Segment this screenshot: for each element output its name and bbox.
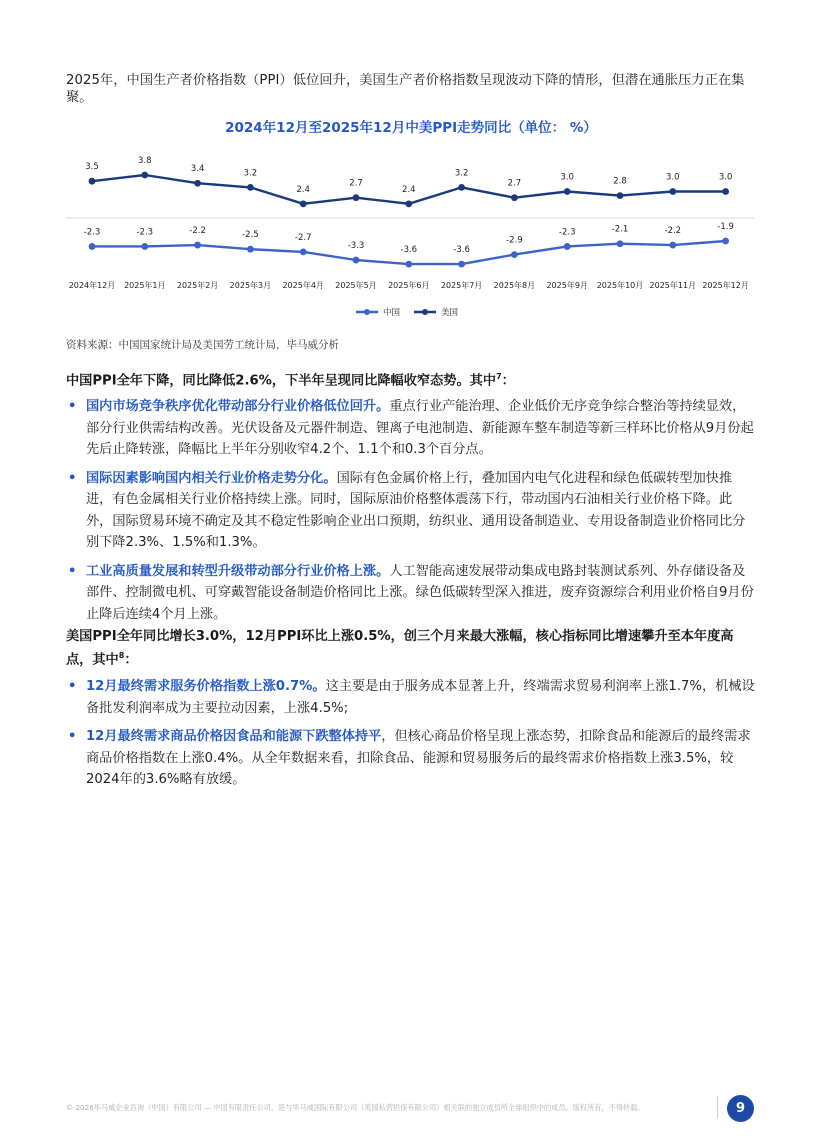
data-label: -2.7: [294, 232, 312, 243]
data-point: [669, 242, 676, 249]
data-point: [722, 238, 729, 245]
data-label: -2.1: [611, 224, 629, 235]
bullet-text: 这主要是由于服务成本显著上升，终端需求贸易利润率上涨1.7%，机械设备批发利润率成为主要拉动因素，上涨4.5%;: [86, 679, 755, 716]
bullet-icon: •: [68, 563, 77, 579]
data-label: -2.2: [189, 226, 206, 237]
data-point: [141, 243, 148, 250]
x-tick-label: 2025年8月: [493, 281, 536, 290]
bullet-text: ，但核心商品价格呈现上涨态势，扣除食品和能源后的最终需求商品价格指数在上涨0.4%。从全年数据来看，扣除食品、能源和贸易服务后的最终需求价格指数上涨3.5%，较2024年的3.6%略有放缓。: [86, 729, 751, 787]
us-lead-text: 美国PPI全年同比增长3.0%，12月PPI环比上涨0.5%，创三个月来最大涨幅，核心指标同比增速攀升至本年度高点，其中: [66, 629, 734, 668]
china-lead-colon: ：: [501, 373, 515, 389]
data-point: [300, 200, 307, 207]
data-point: [564, 188, 571, 195]
data-label: 2.4: [296, 184, 310, 195]
x-tick-label: 2025年7月: [440, 281, 483, 290]
bullet-highlight: 12月最终需求商品价格因食品和能源下跌整体持平: [86, 729, 382, 744]
x-tick-label: 2025年11月: [649, 281, 697, 290]
bullet-highlight: 国内市场竞争秩序优化带动部分行业价格低位回升。: [86, 399, 390, 414]
data-label: 2.8: [613, 176, 627, 187]
data-point: [405, 261, 412, 268]
bullet-text: 人工智能高速发展带动集成电路封装测试系列、外存储设备及部件、控制微电机、可穿戴智能设备制造价格同比上涨。绿色低碳转型深入推进，废弃资源综合利用业价格自9月份止降后连续4个月上涨。: [86, 563, 754, 622]
data-point: [669, 188, 676, 195]
data-label: 3.2: [243, 168, 258, 179]
data-label: 2.7: [507, 178, 522, 189]
data-label: -2.3: [83, 227, 101, 238]
bullet-highlight: 12月最终需求服务价格指数上涨0.7%。: [86, 679, 326, 694]
data-label: 3.0: [666, 172, 680, 183]
footnote-ref-7: 7: [496, 372, 502, 381]
bullet-text: 国际有色金属价格上行，叠加国内电气化进程和绿色低碳转型加快推进，有色金属相关行业价格持续上涨。同时，国际原油价格整体震荡下行，带动国内石油相关行业价格下降。此外，国际贸易环境不确定及其不稳定性影响企业出口预期，纺织业、通用设备制造业、专用设备制造业价格同比分别下降2.3%、1.5%和1.3%。: [86, 470, 746, 550]
data-label: 3.2: [454, 168, 469, 179]
list-item: [66, 676, 758, 719]
x-tick-label: 2025年4月: [282, 281, 324, 290]
bullet-highlight: 国际因素影响国内相关行业价格走势分化。: [86, 470, 337, 486]
x-tick-label: 2025年9月: [546, 281, 588, 290]
ppi-line-chart: [60, 140, 760, 330]
bullet-icon: •: [68, 679, 77, 694]
data-label: 2.4: [402, 184, 416, 195]
china-bullet-list: [66, 396, 758, 632]
data-label: -3.3: [347, 241, 365, 252]
data-point: [405, 200, 412, 207]
legend-swatch-marker: [422, 309, 428, 315]
intro-paragraph: 2025年，中国生产者价格指数（PPI）低位回升，美国生产者价格指数呈现波动下降的情形，但潜在通胀压力正在集聚。: [66, 73, 745, 105]
footnote-ref-8: 8: [118, 651, 125, 660]
list-item: [66, 468, 758, 554]
data-point: [617, 240, 624, 247]
x-tick-label: 2025年5月: [335, 281, 377, 290]
x-tick-label: 2025年2月: [176, 281, 219, 290]
data-point: [247, 184, 254, 191]
data-label: -3.6: [453, 245, 470, 256]
legend-label: 中国: [383, 308, 401, 318]
data-point: [511, 194, 518, 201]
china-lead-text: 中国PPI全年下降，同比降低2.6%，下半年呈现同比降幅收窄态势。其中: [66, 373, 497, 389]
data-point: [458, 261, 465, 268]
data-point: [511, 251, 518, 258]
x-tick-label: 2025年12月: [702, 281, 749, 290]
data-label: 3.5: [85, 162, 99, 173]
copyright-footer: © 2026毕马威企业咨询（中国）有限公司 — 中国有限责任公司，是与毕马威国际有限公司（英国私营担保有限公司）相关联的独立成员所全球组织中的成员。版权所有，不得转载。: [66, 1103, 645, 1112]
data-point: [353, 257, 360, 264]
data-label: -1.9: [717, 222, 734, 232]
data-label: -3.6: [400, 245, 418, 256]
list-item: [66, 396, 758, 461]
list-item: [66, 561, 758, 626]
x-tick-label: 2025年3月: [229, 281, 272, 290]
legend-label: 美国: [441, 308, 459, 318]
data-label: 3.8: [138, 156, 152, 166]
data-point: [617, 192, 624, 199]
data-point: [564, 243, 571, 250]
data-point: [722, 188, 729, 195]
us-lead-colon: ：: [124, 652, 138, 668]
data-label: -2.3: [136, 227, 154, 238]
data-point: [194, 180, 201, 187]
x-tick-label: 2025年10月: [596, 281, 644, 290]
legend-swatch-marker: [364, 309, 370, 315]
data-point: [141, 172, 148, 179]
bullet-icon: •: [68, 729, 77, 744]
x-tick-label: 2024年12月: [68, 281, 116, 290]
x-tick-label: 2025年1月: [124, 281, 166, 290]
data-point: [89, 178, 96, 185]
list-item: [66, 726, 758, 791]
data-label: 3.0: [718, 172, 733, 183]
us-bullet-list: [66, 676, 758, 798]
data-label: -2.2: [664, 226, 682, 237]
data-label: 3.4: [190, 164, 205, 175]
bullet-text: 重点行业产能治理、企业低价无序竞争综合整治等持续显效，部分行业供需结构改善。光伏设备及元器件制造、锂离子电池制造、新能源车整车制造等新三样环比价格从9月份起先后止降转涨，降幅比上半年分别收窄4.2个、1.1个和0.3个百分点。: [86, 399, 754, 457]
data-point: [458, 184, 465, 191]
data-point: [247, 246, 254, 253]
bullet-highlight: 工业高质量发展和转型升级带动部分行业价格上涨。: [86, 563, 390, 579]
data-point: [89, 243, 96, 250]
bullet-icon: •: [68, 399, 77, 414]
china-ppi-lead: [66, 367, 756, 390]
data-point: [300, 248, 307, 255]
x-tick-label: 2025年6月: [388, 281, 430, 290]
data-label: 3.0: [560, 172, 574, 183]
us-ppi-lead: [66, 627, 756, 669]
chart-title: 2024年12月至2025年12月中美PPI走势同比（单位： %）: [225, 120, 597, 136]
data-point: [194, 242, 201, 249]
page-number-badge: 9: [727, 1095, 754, 1122]
data-label: -2.3: [558, 227, 576, 238]
chart-source-note: 资料来源：中国国家统计局及美国劳工统计局，毕马威分析: [66, 339, 339, 351]
data-label: -2.5: [242, 230, 259, 241]
data-point: [353, 194, 360, 201]
data-label: -2.9: [506, 235, 523, 246]
bullet-icon: •: [68, 470, 77, 486]
data-label: 2.7: [349, 178, 363, 189]
footer-divider: [717, 1096, 718, 1118]
